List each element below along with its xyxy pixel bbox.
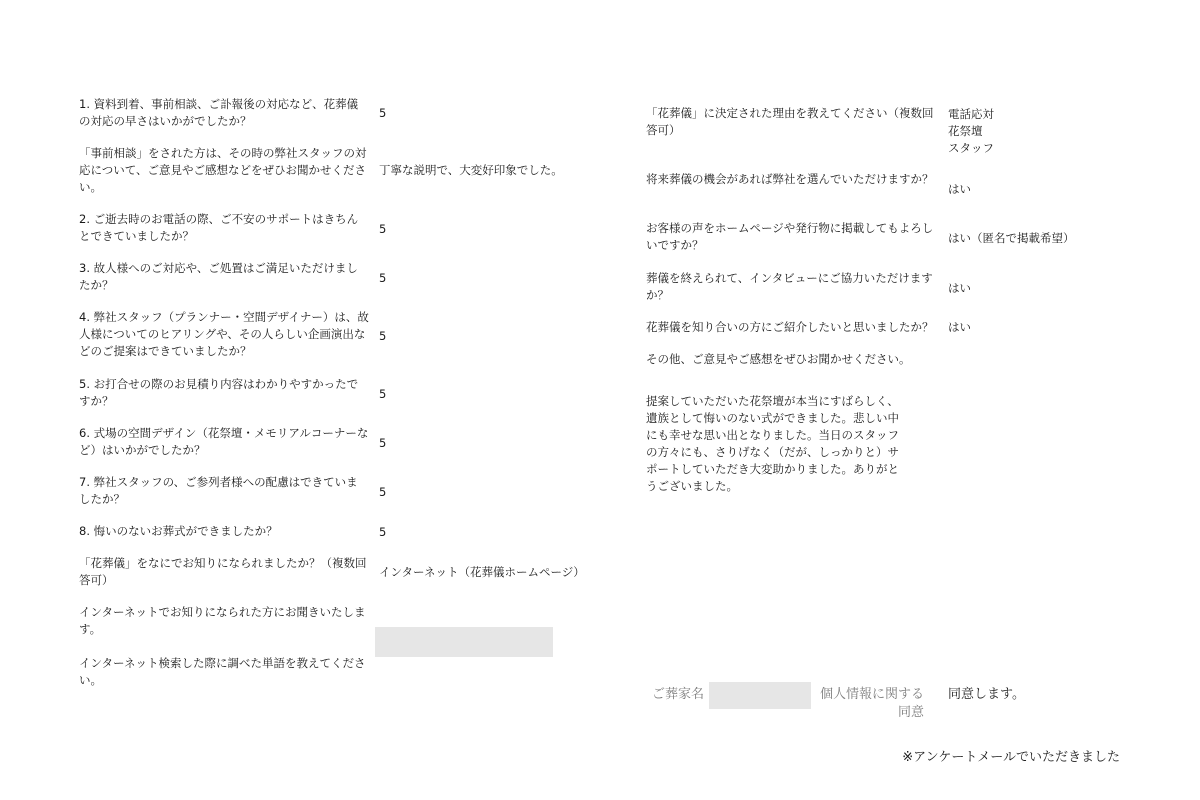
privacy-label: 個人情報に関する同意 <box>819 687 924 720</box>
question-4: 4. 弊社スタッフ（プランナー・空間デザイナー）は、故人様についてのヒアリングや、その人らしい企画演出などのご提案はできていましたか？ <box>79 310 369 358</box>
question-publish: お客様の声をホームページや発行物に掲載してもよろしいですか？ <box>646 221 934 252</box>
question-7: 7. 弊社スタッフの、ご参列者様への配慮はできていましたか？ <box>79 475 358 506</box>
answer-source: インターネット（花葬儀ホームページ） <box>379 565 585 579</box>
question-consultation: 「事前相談」をされた方は、その時の弊社スタッフの対応について、ご意見やご感想などをぜひお聞かせください。 <box>79 146 367 194</box>
answer-referral: はい <box>948 320 971 334</box>
answer-reason-2: 花祭壇 <box>948 124 983 138</box>
question-2: 2. ご逝去時のお電話の際、ご不安のサポートはきちんとできていましたか？ <box>79 212 359 243</box>
answer-reason-1: 電話応対 <box>948 107 994 121</box>
family-name-label: ご葬家名 <box>652 687 705 702</box>
answer-5: 5 <box>379 387 387 401</box>
question-6: 6. 式場の空間デザイン（花祭壇・メモリアルコーナーなど）はいかがでしたか？ <box>79 426 369 457</box>
source-note: ※アンケートメールでいただきました <box>902 750 1120 765</box>
comment-text: 提案していただいた花祭壇が本当にすばらしく、遺族として悔いのない式ができました。悲しい中にも幸せな思い出となりました。当日のスタッフの方々にも、さりげなく（だが、しっかりと）サポートしていただき大変助かりました。ありがとうございました。 <box>646 394 899 493</box>
answer-4: 5 <box>379 329 387 343</box>
question-8: 8. 悔いのないお葬式ができましたか？ <box>79 524 278 538</box>
answer-future: はい <box>948 182 971 196</box>
family-name-redacted <box>709 682 811 709</box>
answer-6: 5 <box>379 436 387 450</box>
question-interview: 葬儀を終えられて、インタビューにご協力いただけますか？ <box>646 271 933 302</box>
question-5: 5. お打合せの際のお見積り内容はわかりやすかったですか？ <box>79 377 359 408</box>
question-future: 将来葬儀の機会があれば弊社を選んでいただけますか？ <box>646 172 934 186</box>
answer-8: 5 <box>379 525 387 539</box>
answer-7: 5 <box>379 485 387 499</box>
question-referral: 花葬儀を知り合いの方にご紹介したいと思いましたか？ <box>646 320 934 334</box>
answer-reason-3: スタッフ <box>948 141 994 155</box>
question-3: 3. 故人様へのご対応や、ご処置はご満足いただけましたか？ <box>79 261 358 292</box>
answer-publish: はい（匿名で掲載希望） <box>948 231 1075 245</box>
question-reason: 「花葬儀」に決定された理由を教えてください（複数回答可） <box>646 106 934 137</box>
redacted-block <box>375 627 553 657</box>
answer-consultation: 丁寧な説明で、大変好印象でした。 <box>379 163 563 177</box>
privacy-value: 同意します。 <box>948 687 1025 702</box>
question-internet: インターネットでお知りになられた方にお聞きいたします。 <box>79 605 366 636</box>
answer-3: 5 <box>379 271 387 285</box>
question-1: 1. 資料到着、事前相談、ご訃報後の対応など、花葬儀の対応の早さはいかがでしたか？ <box>79 97 359 128</box>
question-other: その他、ご意見やご感想をぜひお聞かせください。 <box>646 352 911 366</box>
answer-2: 5 <box>379 222 387 236</box>
question-search-words: インターネット検索した際に調べた単語を教えてください。 <box>79 656 366 687</box>
question-source: 「花葬儀」をなにでお知りになられましたか？（複数回答可） <box>79 556 367 587</box>
answer-1: 5 <box>379 106 387 120</box>
answer-interview: はい <box>948 281 971 295</box>
